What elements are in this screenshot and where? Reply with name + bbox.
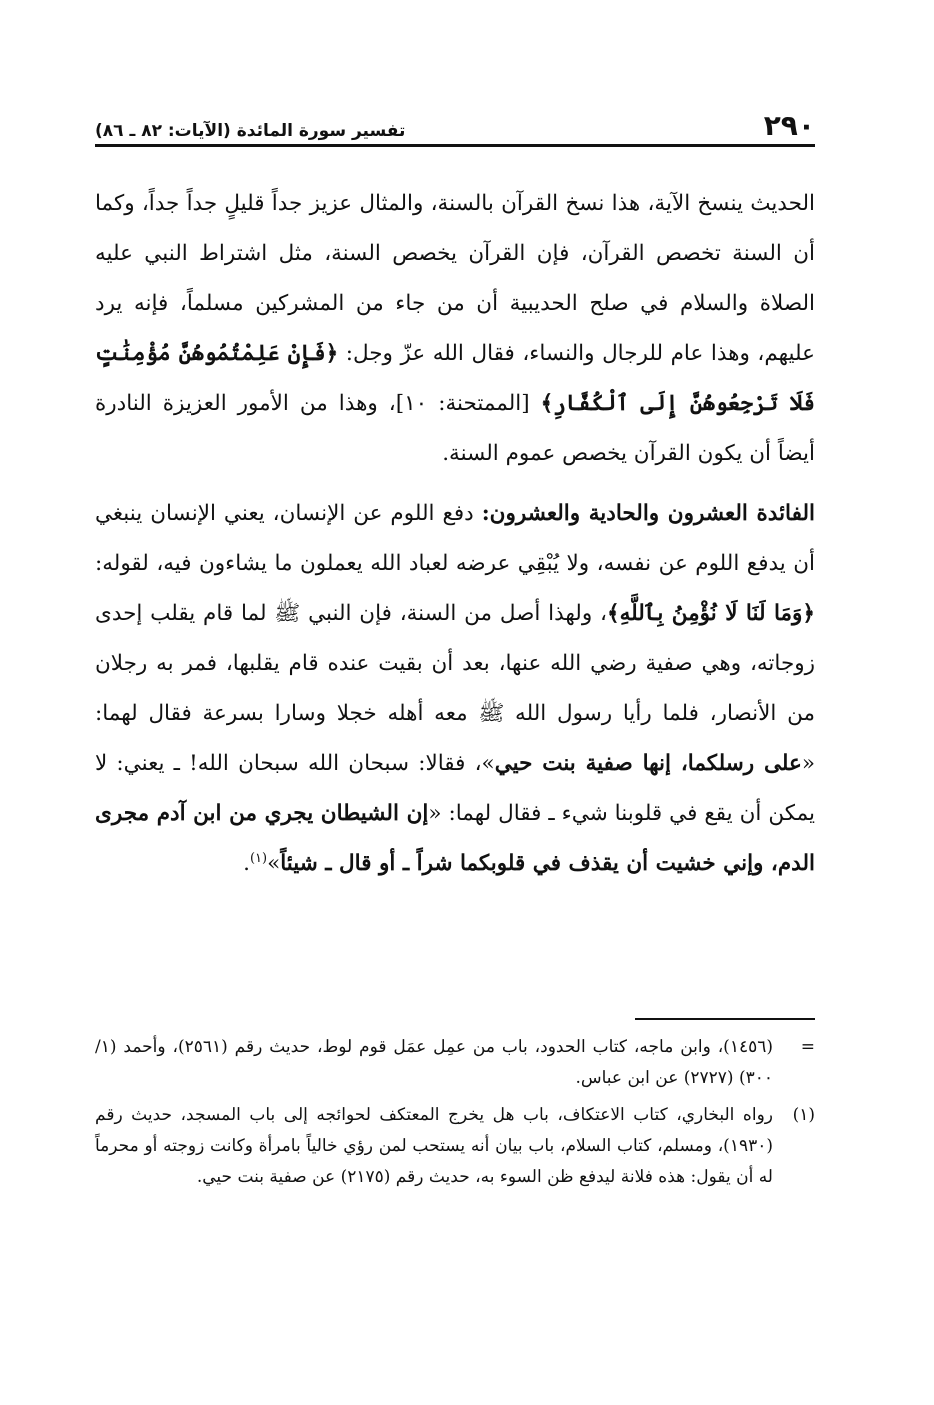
footnote-continued [95, 1032, 815, 1094]
footnote-1 [95, 1100, 815, 1193]
paragraph-1-text-b: [الممتحنة: ١٠]، وهذا من الأمور العزيزة النادرة أيضاً أن يكون القرآن يخصص عموم السنة. [95, 391, 815, 466]
footnotes [95, 1032, 815, 1193]
footnote-text: رواه البخاري، كتاب الاعتكاف، باب هل يخرج المعتكف لحوائجه إلى باب المسجد، حديث رقم (١٩٣٠)، ومسلم، كتاب السلام، باب بيان أنه يستحب لمن رؤي خالياً بامرأة وكانت زوجته أو محرماً له أن يقول: هذه فلانة ليدفع ظن السوء به، حديث رقم (٢١٧٥) عن صفية بنت حيي. [95, 1105, 773, 1187]
paragraph-1 [95, 179, 815, 479]
paragraph-1-text-a: الحديث ينسخ الآية، هذا نسخ القرآن بالسنة، والمثال عزيز جداً قليلٍ جداً جداً، وكما أن السنة تخصص القرآن، فإن القرآن يخصص السنة، مثل اشتراط النبي عليه الصلاة والسلام في صلح الحديبية أن من جاء من المشركين مسلماً، فإنه يرد عليهم، وهذا عام للرجال والنساء، فقال الله عزّ وجل: [95, 191, 815, 366]
paragraph-2-text-e: . [243, 851, 250, 876]
paragraph-2-text-b: ، ولهذا أصل من السنة، فإن النبي ﷺ لما قام يقلب إحدى زوجاته، وهي صفية رضي الله عنها، بعد أن بقيت عنده قام يقلبها، فمر به رجلان من الأنصار، فلما رأيا رسول الله ﷺ معه أهله خجلا وسارا بسرعة فقال لهما: « [95, 601, 815, 776]
benefit-heading: الفائدة العشرون والحادية والعشرون: [481, 501, 815, 526]
paragraph-2-text-c: »، فقالا: سبحان الله سبحان الله! ـ يعني: لا يمكن أن يقع في قلوبنا شيء ـ فقال لهما: « [95, 751, 815, 826]
main-text [95, 179, 815, 889]
footnote-separator [635, 1018, 815, 1020]
paragraph-2-text-d: » [267, 851, 281, 876]
hadith-quote-2: إن الشيطان يجري من ابن آدم مجرى الدم، وإني خشيت أن يقذف في قلوبكما شراً ـ أو قال ـ شيئاً [95, 801, 815, 876]
page-header [95, 100, 815, 147]
footnote-reference: (١) [249, 850, 268, 866]
page-number: ٢٩٠ [763, 109, 815, 142]
quran-verse-1: ﴿فَإِنْ عَلِمْتُمُوهُنَّ مُؤْمِنَٰتٍ فَلَا تَرْجِعُوهُنَّ إِلَى ٱلْكُفَّارِ﴾ [95, 341, 815, 416]
book-page [95, 100, 816, 1187]
footnote-text: (١٤٥٦)، وابن ماجه، كتاب الحدود، باب من عمِل عمَل قوم لوط، حديث رقم (٢٥٦١)، وأحمد (١/ ٣٠٠) (٢٧٢٧) عن ابن عباس. [95, 1037, 773, 1088]
footnote-marker: (١) [792, 1105, 815, 1125]
quran-verse-2: ﴿وَمَا لَنَا لَا نُؤْمِنُ بِٱللَّهِ﴾ [606, 601, 816, 626]
running-title: تفسير سورة المائدة (الآيات: ٨٢ ـ ٨٦) [95, 121, 406, 141]
footnote-marker: = [800, 1037, 815, 1057]
hadith-quote-1: على رسلكما، إنها صفية بنت حيي [494, 751, 802, 776]
paragraph-2-text-a: دفع اللوم عن الإنسان، يعني الإنسان ينبغي أن يدفع اللوم عن نفسه، ولا يُبْقِي عرضه لعباد الله يعملون ما يشاءون فيه، لقوله: [95, 501, 815, 576]
paragraph-2 [95, 489, 815, 889]
